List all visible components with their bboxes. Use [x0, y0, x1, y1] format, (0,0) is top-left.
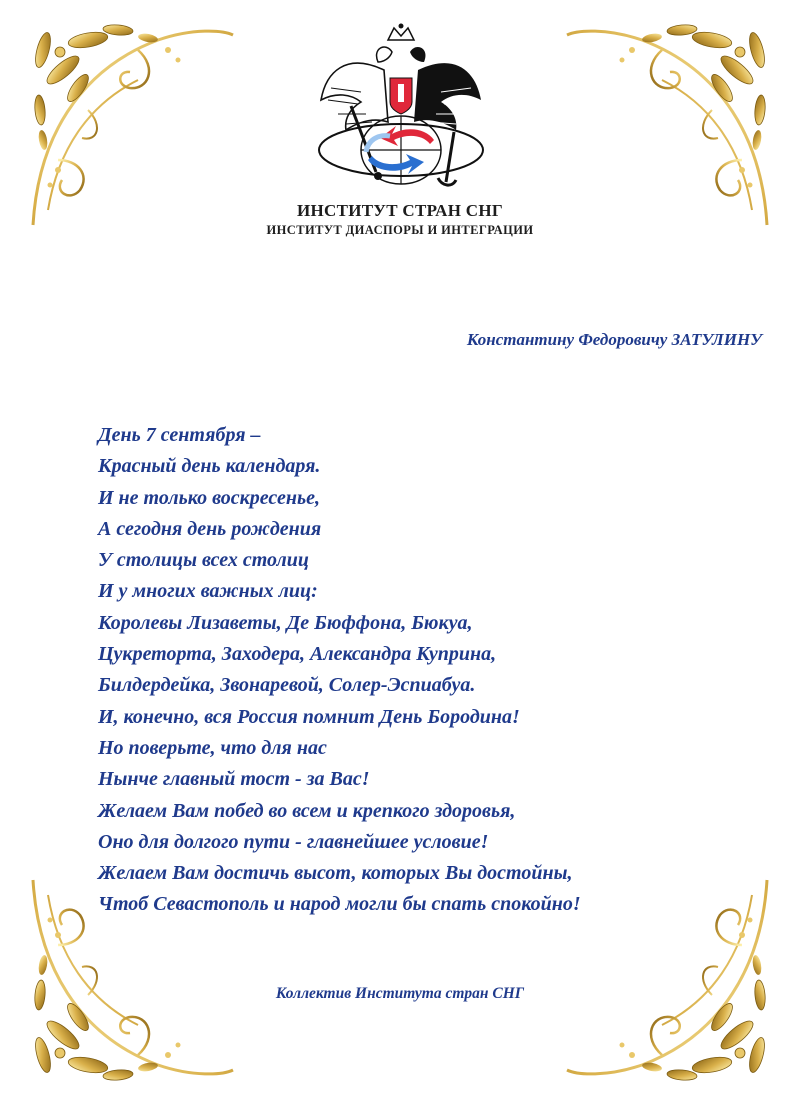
- poem: [98, 420, 778, 921]
- poem-line: Желаем Вам побед во всем и крепкого здоровья,: [98, 799, 516, 822]
- signature: Коллектив Института стран СНГ: [275, 985, 525, 1002]
- poem-line: Билдердейка, Звонаревой, Солер-Эспиабуа.: [98, 674, 476, 697]
- poem-line: И, конечно, вся Россия помнит День Бородина!: [98, 705, 520, 728]
- org-name: ИНСТИТУТ СТРАН СНГ: [297, 201, 503, 220]
- recipient-name: Константину Федоровичу ЗАТУЛИНУ: [466, 330, 762, 349]
- poem-line: Чтоб Севастополь и народ могли бы спать спокойно!: [98, 893, 581, 916]
- poem-line: Королевы Лизаветы, Де Бюффона, Бюкуа,: [98, 611, 473, 634]
- poem-line: Цукреторта, Заходера, Александра Куприна,: [98, 643, 497, 666]
- poem-line: Красный день календаря.: [98, 455, 321, 478]
- poem-line: Но поверьте, что для нас: [98, 736, 327, 759]
- poem-line: Желаем Вам достичь высот, которых Вы достойны,: [98, 862, 573, 885]
- poem-line: И у многих важных лиц:: [98, 580, 318, 603]
- poem-line: У столицы всех столиц: [98, 549, 310, 572]
- poem-line: Оно для долгого пути - главнейшее условие!: [98, 830, 489, 853]
- org-subtitle: ИНСТИТУТ ДИАСПОРЫ И ИНТЕГРАЦИИ: [266, 223, 534, 237]
- poem-line: День 7 сентября –: [98, 424, 261, 446]
- poem-line: Нынче главный тост - за Вас!: [98, 768, 370, 791]
- poem-line: И не только воскресенье,: [98, 486, 321, 509]
- institute-emblem-icon: [306, 22, 496, 200]
- poem-line: А сегодня день рождения: [98, 517, 322, 540]
